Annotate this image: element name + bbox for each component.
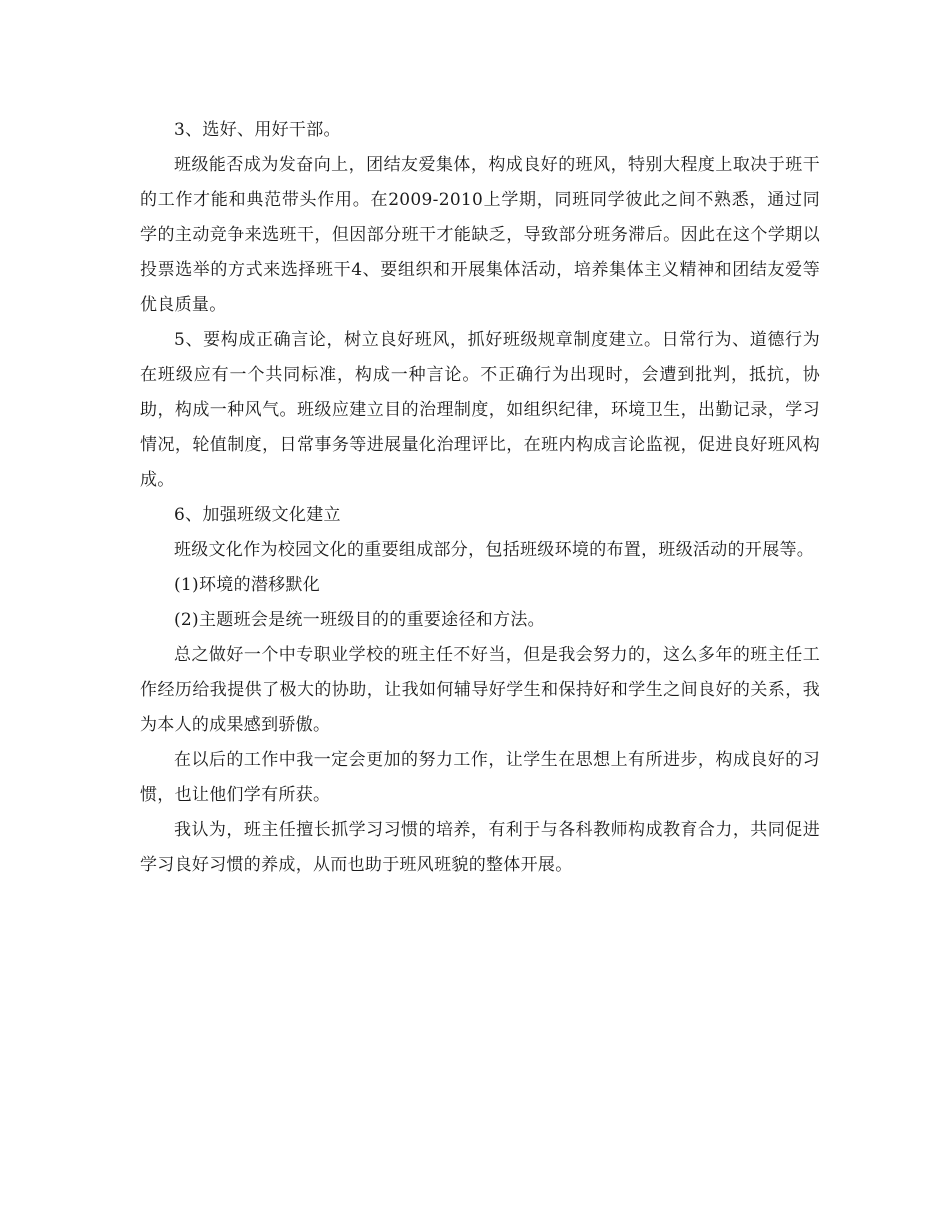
paragraph-summary: 总之做好一个中专职业学校的班主任不好当，但是我会努力的，这么多年的班主任工作经历给我提供了极大的协助，让我如何辅导好学生和保持好和学生之间良好的关系，我为本人的成果感到骄傲。: [140, 645, 820, 735]
paragraph-public-opinion: 5、要构成正确言论，树立良好班风，抓好班级规章制度建立。日常行为、道德行为在班级应有一个共同标准，构成一种言论。不正确行为出现时，会遭到批判，抵抗，协助，构成一种风气。班级应建立目的治理制度，如组织纪律，环境卫生，出勤记录，学习情况，轮值制度，日常事务等进展量化治理评比，在班内构成言论监视，促进良好班风构成。: [140, 330, 820, 490]
paragraph-study-habits: 我认为，班主任擅长抓学习习惯的培养，有利于与各科教师构成教育合力，共同促进学习良好习惯的养成，从而也助于班风班貌的整体开展。: [140, 820, 820, 875]
section-heading-6: 6、加强班级文化建立: [174, 505, 341, 525]
paragraph-future-work: 在以后的工作中我一定会更加的努力工作，让学生在思想上有所进步，构成良好的习惯，也让他们学有所获。: [140, 750, 820, 805]
list-item-environment: (1)环境的潜移默化: [174, 575, 321, 595]
section-heading-3: 3、选好、用好干部。: [174, 120, 341, 140]
document-page: [140, 113, 820, 883]
list-item-theme-meeting: (2)主题班会是统一班级目的的重要途径和方法。: [174, 610, 545, 630]
paragraph-class-cadres: 班级能否成为发奋向上，团结友爱集体，构成良好的班风，特别大程度上取决于班干的工作才能和典范带头作用。在2009-2010上学期，同班同学彼此之间不熟悉，通过同学的主动竞争来选班干，但因部分班干才能缺乏，导致部分班务滞后。因此在这个学期以投票选举的方式来选择班干4、要组织和开展集体活动，培养集体主义精神和团结友爱等优良质量。: [140, 155, 820, 315]
paragraph-class-culture: 班级文化作为校园文化的重要组成部分，包括班级环境的布置，班级活动的开展等。: [174, 540, 815, 560]
